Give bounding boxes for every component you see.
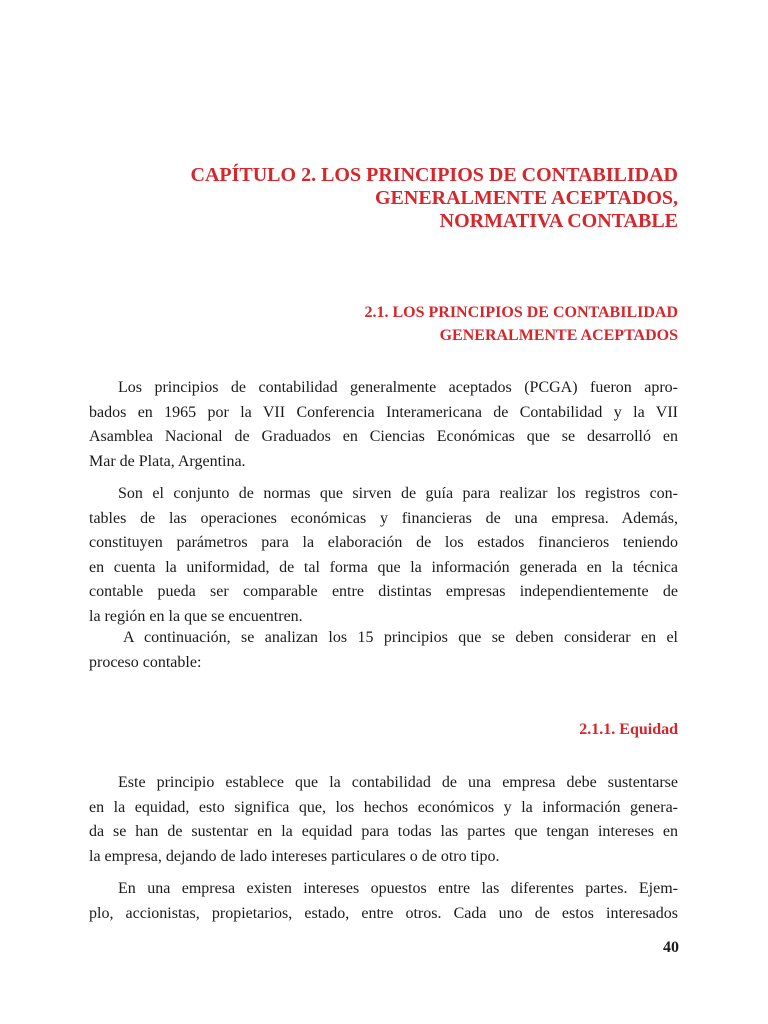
text-line: constituyen parámetros para la elaboración de los estados financieros teniendo	[89, 534, 678, 552]
text-line: contable pueda ser comparable entre distintas empresas independientemente de	[89, 583, 678, 601]
text-line: A continuación, se analizan los 15 principios que se deben considerar en el	[123, 629, 678, 646]
paragraph-pcga-origin	[89, 376, 678, 474]
text-line: da se han de sustentar en la equidad para todas las partes que tengan intereses en	[89, 823, 678, 841]
paragraph-equidad-definition	[89, 771, 678, 869]
text-line: Mar de Plata, Argentina.	[89, 452, 246, 470]
text-line: Son el conjunto de normas que sirven de guía para realizar los registros con-	[118, 485, 678, 502]
text-line: Los principios de contabilidad generalmente aceptados (PCGA) fueron apro-	[118, 379, 678, 396]
page-number: 40	[663, 939, 679, 956]
text-line: En una empresa existen intereses opuestos entre las diferentes partes. Ejem-	[118, 880, 678, 897]
text-line: proceso contable:	[89, 653, 202, 671]
subsection-title: 2.1.1. Equidad	[579, 721, 678, 738]
paragraph-equidad-interests	[89, 877, 678, 926]
text-line: en la equidad, esto significa que, los hechos económicos y la información genera-	[89, 798, 678, 816]
chapter-title-line: CAPÍTULO 2. LOS PRINCIPIOS DE CONTABILIDAD	[190, 164, 678, 186]
text-line: la empresa, dejando de lado intereses particulares o de otro tipo.	[89, 847, 500, 865]
text-line: Asamblea Nacional de Graduados en Ciencias Económicas que se desarrolló en	[89, 428, 678, 446]
chapter-title-line: GENERALMENTE ACEPTADOS,	[374, 187, 678, 209]
text-line: Este principio establece que la contabilidad de una empresa debe sustentarse	[118, 774, 678, 791]
text-line: en cuenta la uniformidad, de tal forma que la información generada en la técnica	[89, 558, 678, 576]
section-title-line: GENERALMENTE ACEPTADOS	[439, 327, 678, 344]
paragraph-continuation	[89, 626, 678, 675]
chapter-title	[90, 164, 678, 233]
text-line: la región en la que se encuentren.	[89, 607, 303, 625]
paragraph-pcga-definition	[89, 482, 678, 630]
section-title	[200, 301, 678, 347]
text-line: tables de las operaciones económicas y financieras de una empresa. Además,	[89, 509, 678, 527]
section-title-line: 2.1. LOS PRINCIPIOS DE CONTABILIDAD	[364, 304, 678, 321]
text-line: bados en 1965 por la VII Conferencia Interamericana de Contabilidad y la VII	[89, 403, 678, 421]
chapter-title-line: NORMATIVA CONTABLE	[439, 210, 678, 232]
text-line: plo, accionistas, propietarios, estado, entre otros. Cada uno de estos interesados	[89, 904, 678, 922]
